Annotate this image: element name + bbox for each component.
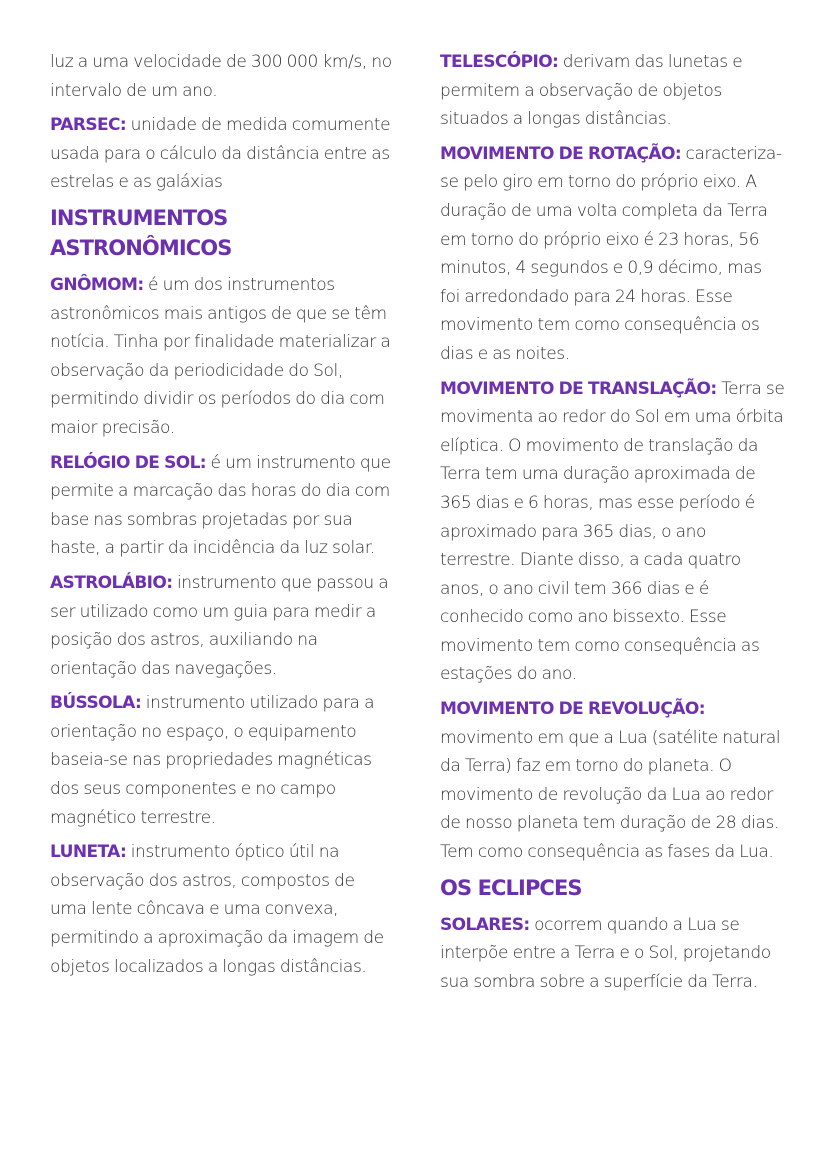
entry-relogio-de-sol bbox=[50, 449, 395, 563]
definition-luneta: instrumento óptico útil na observação dos astros, compostos de uma lente côncava e uma convexa, permitindo a aproximação da imagem de objetos localizados a longas distâncias. bbox=[50, 842, 384, 977]
term-movimento-revolucao: MOVIMENTO DE REVOLUÇÃO: bbox=[440, 699, 705, 720]
entry-gnomom bbox=[50, 271, 395, 443]
term-telescopio: TELESCÓPIO: bbox=[440, 52, 559, 72]
entry-movimento-translacao bbox=[440, 375, 785, 690]
definition-relogio-de-sol: é um instrumento que permite a marcação das horas do dia com base nas sombras projetadas por sua haste, a partir da incidência da luz solar. bbox=[50, 452, 391, 559]
definition-astrolabio: instrumento que passou a ser utilizado como um guia para medir a posição dos astros, auxiliando na orientação das navegações. bbox=[50, 572, 389, 679]
continuation-paragraph: luz a uma velocidade de 300 000 km/s, no intervalo de um ano. bbox=[50, 52, 392, 101]
definition-movimento-rotacao: caracteriza-se pelo giro em torno do próprio eixo. A duração de uma volta completa da Terra em torno do próprio eixo é 23 horas, 56 minutos, 4 segundos e 0,9 décimo, mas foi arredondado para 24 horas. Esse movimento tem como consequência os dias e as noites. bbox=[440, 143, 782, 364]
term-astrolabio: ASTROLÁBIO: bbox=[50, 572, 173, 593]
term-solares: SOLARES: bbox=[440, 914, 530, 935]
entry-movimento-revolucao bbox=[440, 695, 785, 867]
entry-telescopio bbox=[440, 48, 785, 134]
definition-gnomom: é um dos instrumentos astronômicos mais antigos de que se têm notícia. Tinha por finalidade materializar a observação da periodicidade do Sol, permitindo dividir os períodos do dia com maior precisão. bbox=[50, 274, 391, 438]
term-movimento-translacao: MOVIMENTO DE TRANSLAÇÃO: bbox=[440, 378, 717, 399]
section-heading-instruments: INSTRUMENTOS ASTRONÔMICOS bbox=[50, 205, 232, 260]
entry-astrolabio bbox=[50, 569, 395, 683]
left-column bbox=[50, 48, 395, 987]
definition-parsec: unidade de medida comumente usada para o cálculo da distância entre as estrelas e as galáxias bbox=[50, 115, 391, 193]
term-gnomom: GNÔMOM: bbox=[50, 274, 144, 295]
term-relogio-de-sol: RELÓGIO DE SOL: bbox=[50, 452, 206, 473]
term-movimento-rotacao: MOVIMENTO DE ROTAÇÃO: bbox=[440, 143, 682, 164]
right-column bbox=[440, 48, 785, 1002]
definition-telescopio: derivam das lunetas e permitem a observação de objetos situados a longas distâncias. bbox=[440, 52, 743, 130]
term-bussola: BÚSSOLA: bbox=[50, 693, 142, 714]
entry-bussola bbox=[50, 689, 395, 832]
definition-movimento-translacao: Terra se movimenta ao redor do Sol em uma órbita elíptica. O movimento de translação da Terra tem uma duração aproximada de 365 dias e 6 horas, mas esse período é aproximado para 365 dias, o ano terrestre. Diante disso, a cada quatro anos, o ano civil tem 366 dias e é conhecido como ano bissexto. Esse movimento tem como consequência as estações do ano. bbox=[440, 378, 785, 685]
entry-solares bbox=[440, 911, 785, 997]
definition-solares: ocorrem quando a Lua se interpõe entre a Terra e o Sol, projetando sua sombra sobre a superfície da Terra. bbox=[440, 914, 771, 992]
section-heading-eclipses: OS ECLIPCES bbox=[440, 875, 582, 900]
definition-movimento-revolucao: movimento em que a Lua (satélite natural da Terra) faz em torno do planeta. O movimento de revolução da Lua ao redor de nosso planeta tem duração de 28 dias. Tem como consequência as fases da Lua. bbox=[440, 727, 781, 863]
entry-parsec bbox=[50, 111, 395, 197]
definition-bussola: instrumento utilizado para a orientação no espaço, o equipamento baseia-se nas propriedades magnéticas dos seus componentes e no campo magnético terrestre. bbox=[50, 693, 375, 828]
entry-luneta bbox=[50, 838, 395, 981]
term-luneta: LUNETA: bbox=[50, 842, 127, 863]
term-parsec: PARSEC: bbox=[50, 115, 127, 136]
entry-movimento-rotacao bbox=[440, 140, 785, 369]
